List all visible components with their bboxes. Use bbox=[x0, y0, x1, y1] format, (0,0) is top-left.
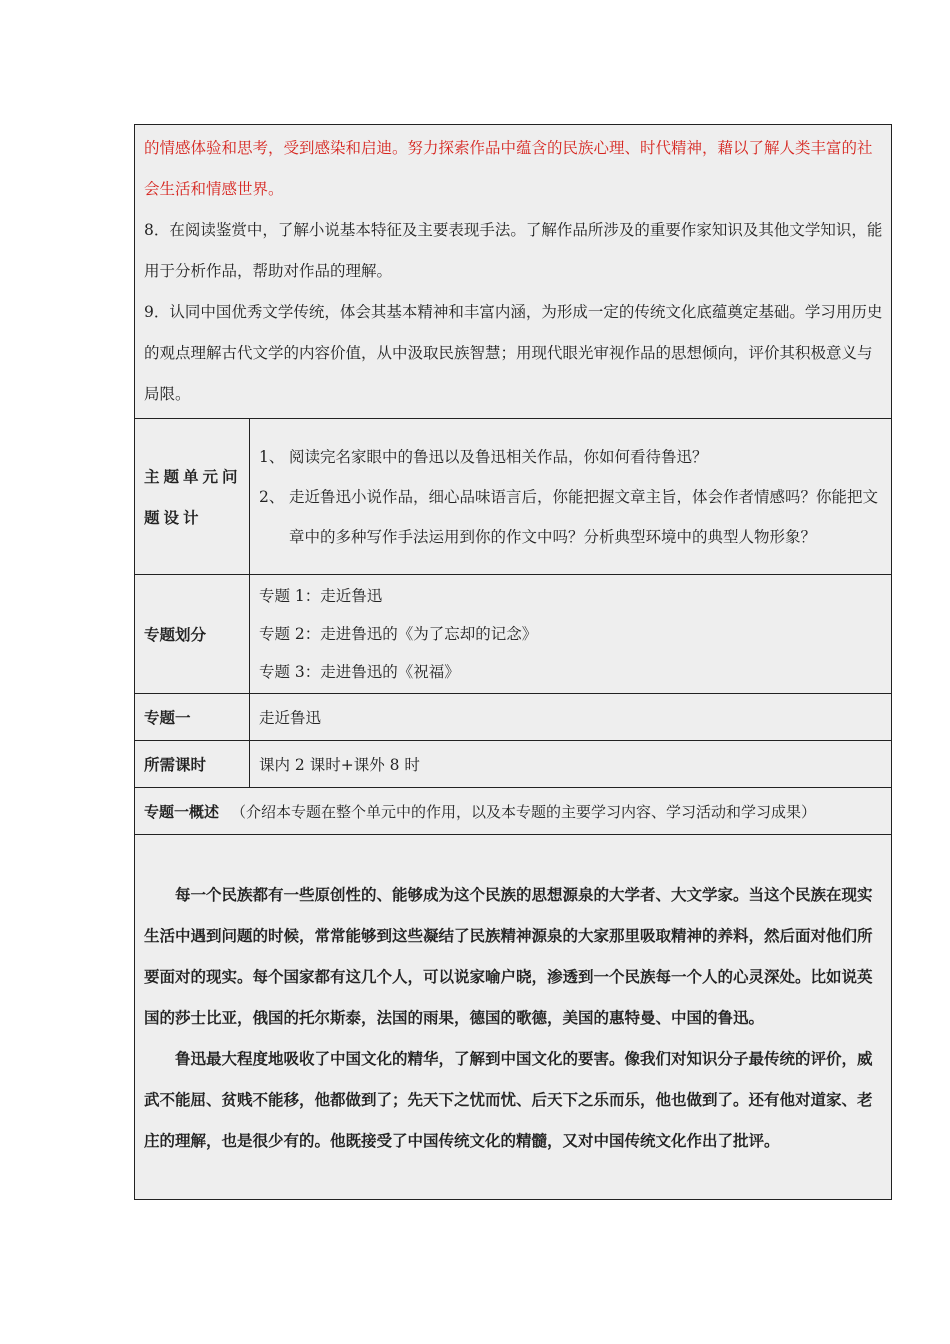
division-label: 专题划分 bbox=[144, 624, 207, 644]
goal-line-9: 9．认同中国优秀文学传统，体会其基本精神和丰富内涵，为形成一定的传统文化底蕴奠定基础。学习用历史的观点理解古代文学的内容价值，从中汲取民族智慧；用现代眼光审视作品的思想倾向，评价其积极意义与局限。 bbox=[144, 303, 883, 403]
topic1-row bbox=[135, 694, 892, 741]
goals-cell bbox=[135, 125, 892, 419]
overview-header-row bbox=[135, 788, 892, 835]
curriculum-table bbox=[134, 124, 892, 1200]
overview-header-cell bbox=[135, 788, 892, 835]
hours-label: 所需课时 bbox=[144, 754, 207, 774]
hours-row bbox=[135, 741, 892, 788]
questions-label-cell bbox=[135, 419, 250, 575]
question-number: 1、 bbox=[259, 447, 285, 466]
division-item-3: 专题 3：走进鲁迅的《祝福》 bbox=[259, 663, 460, 681]
question-item bbox=[259, 437, 883, 477]
question-text: 阅读完名家眼中的鲁迅以及鲁迅相关作品，你如何看待鲁迅？ bbox=[289, 447, 708, 466]
division-item-2: 专题 2：走进鲁迅的《为了忘却的记念》 bbox=[259, 625, 538, 643]
overview-body-cell bbox=[135, 835, 892, 1200]
question-number: 2、 bbox=[259, 487, 285, 506]
division-cell bbox=[250, 575, 892, 694]
overview-body-row bbox=[135, 835, 892, 1200]
division-label-cell bbox=[135, 575, 250, 694]
questions-label: 主题单元问题设计 bbox=[144, 466, 242, 527]
goal-line-7: 的情感体验和思考，受到感染和启迪。努力探索作品中蕴含的民族心理、时代精神，藉以了解人类丰富的社会生活和情感世界。 bbox=[144, 139, 873, 198]
division-item-1: 专题 1：走近鲁迅 bbox=[259, 587, 383, 605]
topic1-value: 走近鲁迅 bbox=[259, 709, 322, 727]
hours-value-cell bbox=[250, 741, 892, 788]
topic1-label: 专题一 bbox=[144, 707, 191, 727]
questions-row bbox=[135, 419, 892, 575]
hours-value: 课内 2 课时+课外 8 时 bbox=[259, 756, 420, 774]
overview-note: （介绍本专题在整个单元中的作用，以及本专题的主要学习内容、学习活动和学习成果） bbox=[231, 802, 817, 821]
overview-label: 专题一概述 bbox=[144, 802, 220, 821]
question-item bbox=[259, 477, 883, 557]
topic1-value-cell bbox=[250, 694, 892, 741]
topic1-label-cell bbox=[135, 694, 250, 741]
hours-label-cell bbox=[135, 741, 250, 788]
division-row bbox=[135, 575, 892, 694]
questions-cell bbox=[250, 419, 892, 575]
goal-line-8: 8．在阅读鉴赏中，了解小说基本特征及主要表现手法。了解作品所涉及的重要作家知识及其他文学知识，能用于分析作品，帮助对作品的理解。 bbox=[144, 221, 883, 280]
goals-row bbox=[135, 125, 892, 419]
question-text: 走近鲁迅小说作品，细心品味语言后，你能把握文章主旨，体会作者情感吗？你能把文章中的多种写作手法运用到你的作文中吗？分析典型环境中的典型人物形象？ bbox=[289, 487, 879, 546]
overview-paragraph-1: 每一个民族都有一些原创性的、能够成为这个民族的思想源泉的大学者、大文学家。当这个民族在现实生活中遇到问题的时候，常常能够到这些凝结了民族精神源泉的大家那里吸取精神的养料，然后面对他们所要面对的现实。每个国家都有这几个人，可以说家喻户晓，渗透到一个民族每一个人的心灵深处。比如说英国的莎士比亚，俄国的托尔斯泰，法国的雨果，德国的歌德，美国的惠特曼、中国的鲁迅。 bbox=[144, 884, 873, 1027]
overview-paragraph-2: 鲁迅最大程度地吸收了中国文化的精华，了解到中国文化的要害。像我们对知识分子最传统的评价，威武不能屈、贫贱不能移，他都做到了；先天下之忧而忧、后天下之乐而乐，他也做到了。还有他对道家、老庄的理解，也是很少有的。他既接受了中国传统文化的精髓，又对中国传统文化作出了批评。 bbox=[144, 1048, 873, 1150]
